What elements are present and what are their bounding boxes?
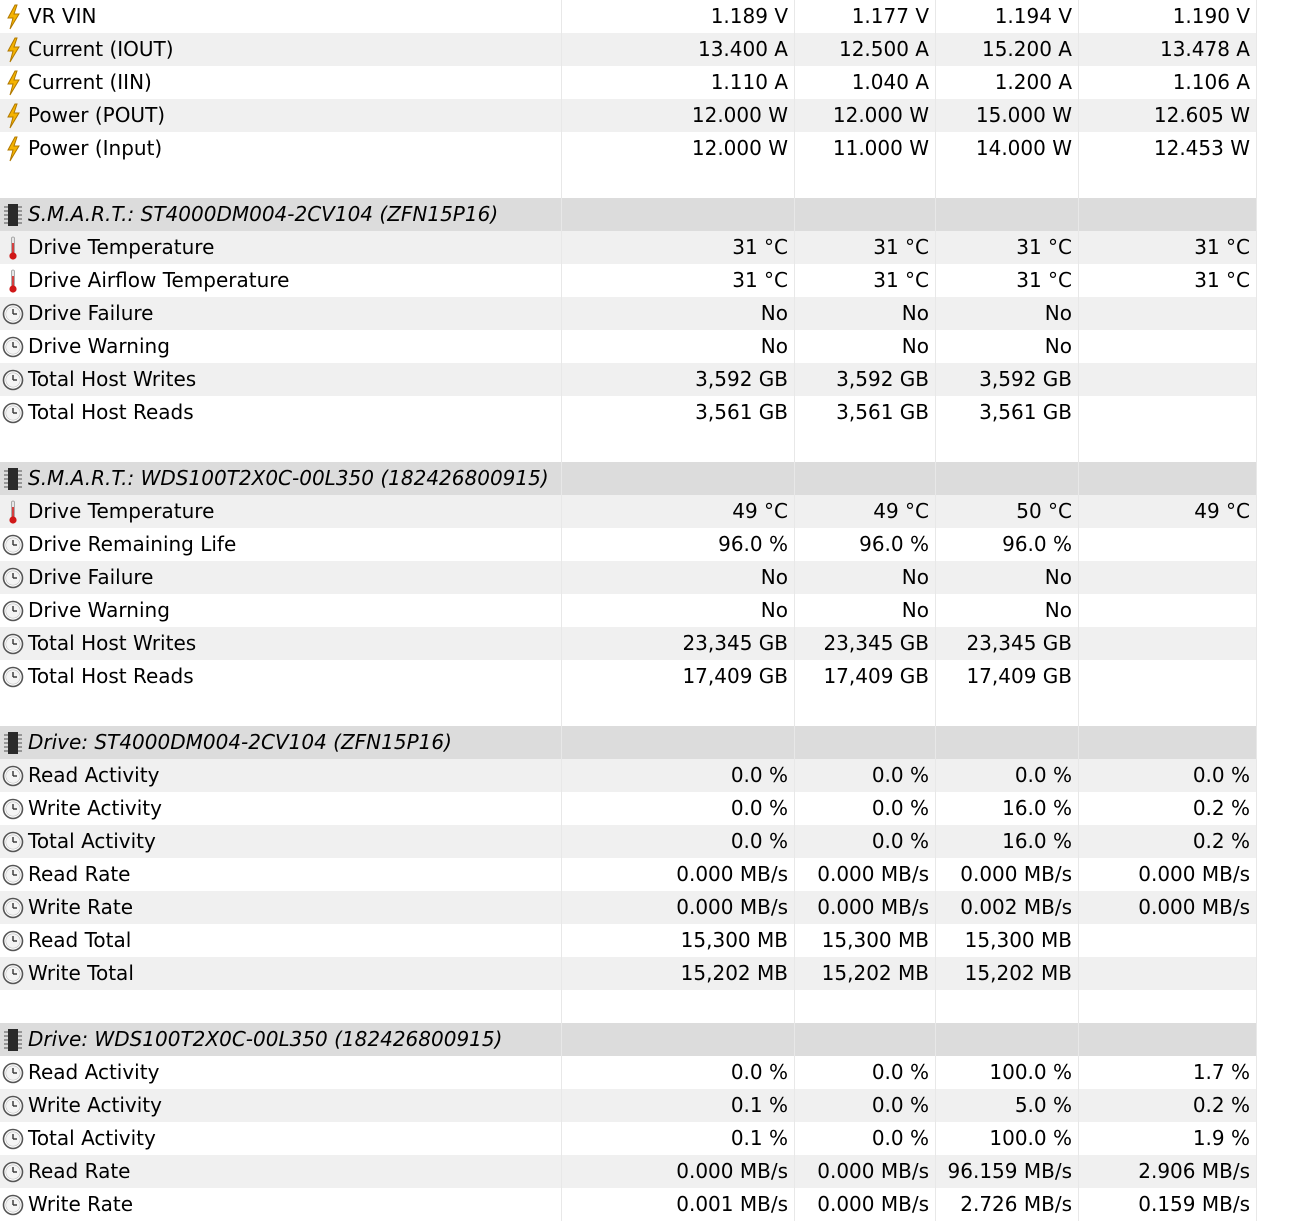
value-cell-2: 96.0 % <box>795 528 936 561</box>
group-header-row[interactable] <box>0 726 1257 759</box>
sensor-label: Power (Input) <box>28 136 163 160</box>
value-cell-4 <box>1079 726 1257 759</box>
value-cell-2: 1.040 A <box>795 66 936 99</box>
value-cell-3 <box>936 462 1079 495</box>
value-cell-4: 49 °C <box>1079 495 1257 528</box>
lightning-icon <box>2 70 24 96</box>
value-cell-2 <box>795 462 936 495</box>
sensor-row[interactable] <box>0 1155 1257 1188</box>
sensor-label: Write Total <box>28 961 134 985</box>
value-cell-2: 0.0 % <box>795 759 936 792</box>
value-cell-1 <box>562 198 795 231</box>
sensor-label: Total Host Writes <box>28 367 197 391</box>
value-cell-3: No <box>936 594 1079 627</box>
sensor-label: Read Total <box>28 928 132 952</box>
clock-icon <box>2 961 24 987</box>
value-cell-3: 31 °C <box>936 231 1079 264</box>
value-cell-1 <box>562 693 795 726</box>
sensor-name-cell <box>0 264 562 297</box>
sensor-label: Drive Warning <box>28 598 170 622</box>
sensor-name-cell <box>0 165 562 198</box>
value-cell-3: 15.200 A <box>936 33 1079 66</box>
sensor-name-cell <box>0 231 562 264</box>
clock-icon <box>2 862 24 888</box>
value-cell-2: 0.000 MB/s <box>795 1155 936 1188</box>
sensor-label: Write Rate <box>28 895 134 919</box>
value-cell-1 <box>562 726 795 759</box>
sensor-name-cell <box>0 924 562 957</box>
sensor-name-cell <box>0 396 562 429</box>
value-cell-3: 0.0 % <box>936 759 1079 792</box>
sensor-row[interactable] <box>0 1089 1257 1122</box>
sensor-label: Write Rate <box>28 1192 134 1216</box>
value-cell-1: 3,592 GB <box>562 363 795 396</box>
value-cell-2: 23,345 GB <box>795 627 936 660</box>
value-cell-4: 1.190 V <box>1079 0 1257 33</box>
clock-icon <box>2 895 24 921</box>
clock-icon <box>2 1192 24 1218</box>
sensor-row[interactable] <box>0 858 1257 891</box>
clock-icon <box>2 1060 24 1086</box>
value-cell-1: 0.1 % <box>562 1089 795 1122</box>
value-cell-4: 0.000 MB/s <box>1079 858 1257 891</box>
value-cell-1: 0.0 % <box>562 759 795 792</box>
sensor-row[interactable] <box>0 792 1257 825</box>
sensor-label: Drive Temperature <box>28 499 215 523</box>
value-cell-2: 12.000 W <box>795 99 936 132</box>
value-cell-1: 15,300 MB <box>562 924 795 957</box>
sensor-name-cell <box>0 693 562 726</box>
sensor-label: Total Host Writes <box>28 631 197 655</box>
sensor-name-cell <box>0 1188 562 1221</box>
clock-icon <box>2 367 24 393</box>
value-cell-3 <box>936 726 1079 759</box>
sensor-name-cell <box>0 957 562 990</box>
sensor-label: Drive Failure <box>28 565 154 589</box>
sensor-row[interactable] <box>0 891 1257 924</box>
sensor-label: VR VIN <box>28 4 97 28</box>
sensor-label: Drive Remaining Life <box>28 532 237 556</box>
value-cell-1 <box>562 1023 795 1056</box>
spacer-row <box>0 165 1257 198</box>
chip-icon <box>2 466 24 492</box>
value-cell-1: 15,202 MB <box>562 957 795 990</box>
value-cell-3: 31 °C <box>936 264 1079 297</box>
value-cell-3: 15.000 W <box>936 99 1079 132</box>
value-cell-1: 0.001 MB/s <box>562 1188 795 1221</box>
sensor-name-cell <box>0 297 562 330</box>
value-cell-1: 0.0 % <box>562 1056 795 1089</box>
value-cell-2: 0.0 % <box>795 1056 936 1089</box>
sensor-row[interactable] <box>0 132 1257 165</box>
value-cell-2: 0.0 % <box>795 825 936 858</box>
value-cell-4: 31 °C <box>1079 264 1257 297</box>
sensor-label: Total Activity <box>28 1126 156 1150</box>
value-cell-4: 12.605 W <box>1079 99 1257 132</box>
value-cell-2 <box>795 693 936 726</box>
thermometer-icon <box>2 268 24 294</box>
sensor-label: Total Host Reads <box>28 400 194 424</box>
sensor-label: Drive Failure <box>28 301 154 325</box>
value-cell-1: 96.0 % <box>562 528 795 561</box>
sensor-name-cell <box>0 561 562 594</box>
group-title: S.M.A.R.T.: WDS100T2X0C-00L350 (182426800915) <box>28 466 549 490</box>
value-cell-2: 15,300 MB <box>795 924 936 957</box>
sensor-label: Write Activity <box>28 1093 162 1117</box>
sensor-name-cell <box>0 990 562 1023</box>
sensor-name-cell <box>0 594 562 627</box>
value-cell-1: 0.0 % <box>562 792 795 825</box>
sensor-name-cell <box>0 1023 562 1056</box>
sensor-name-cell <box>0 660 562 693</box>
value-cell-1: No <box>562 594 795 627</box>
sensor-name-cell <box>0 132 562 165</box>
value-cell-2: 0.000 MB/s <box>795 891 936 924</box>
sensor-label: Read Rate <box>28 1159 131 1183</box>
value-cell-4 <box>1079 165 1257 198</box>
value-cell-2 <box>795 429 936 462</box>
lightning-icon <box>2 103 24 129</box>
sensor-row[interactable] <box>0 825 1257 858</box>
sensor-row[interactable] <box>0 759 1257 792</box>
value-cell-3 <box>936 198 1079 231</box>
sensor-name-cell <box>0 363 562 396</box>
value-cell-3 <box>936 693 1079 726</box>
clock-icon <box>2 598 24 624</box>
clock-icon <box>2 1126 24 1152</box>
chip-icon <box>2 202 24 228</box>
sensor-name-cell <box>0 198 562 231</box>
value-cell-3: 3,592 GB <box>936 363 1079 396</box>
sensor-label: Power (POUT) <box>28 103 166 127</box>
value-cell-4 <box>1079 330 1257 363</box>
value-cell-3: No <box>936 330 1079 363</box>
value-cell-2: 3,561 GB <box>795 396 936 429</box>
sensor-label: Total Host Reads <box>28 664 194 688</box>
sensor-label: Total Activity <box>28 829 156 853</box>
sensor-label: Read Activity <box>28 1060 160 1084</box>
value-cell-4 <box>1079 363 1257 396</box>
value-cell-1: No <box>562 561 795 594</box>
value-cell-2: No <box>795 594 936 627</box>
sensor-row[interactable] <box>0 231 1257 264</box>
value-cell-2 <box>795 1023 936 1056</box>
chip-icon <box>2 730 24 756</box>
clock-icon <box>2 664 24 690</box>
value-cell-4 <box>1079 462 1257 495</box>
sensor-label: Read Rate <box>28 862 131 886</box>
sensor-name-cell <box>0 495 562 528</box>
value-cell-2: 12.500 A <box>795 33 936 66</box>
sensor-row[interactable] <box>0 957 1257 990</box>
sensor-label: Drive Temperature <box>28 235 215 259</box>
value-cell-4: 2.906 MB/s <box>1079 1155 1257 1188</box>
value-cell-3 <box>936 165 1079 198</box>
clock-icon <box>2 763 24 789</box>
sensor-row[interactable] <box>0 528 1257 561</box>
value-cell-4 <box>1079 1023 1257 1056</box>
sensor-row[interactable] <box>0 99 1257 132</box>
value-cell-3: No <box>936 297 1079 330</box>
sensor-name-cell <box>0 33 562 66</box>
sensor-name-cell <box>0 528 562 561</box>
value-cell-3: 0.002 MB/s <box>936 891 1079 924</box>
value-cell-3: 14.000 W <box>936 132 1079 165</box>
value-cell-4 <box>1079 990 1257 1023</box>
value-cell-2: No <box>795 297 936 330</box>
sensor-label: Drive Airflow Temperature <box>28 268 290 292</box>
value-cell-2: 0.000 MB/s <box>795 1188 936 1221</box>
thermometer-icon <box>2 499 24 525</box>
sensor-label: Write Activity <box>28 796 162 820</box>
value-cell-4 <box>1079 924 1257 957</box>
value-cell-4 <box>1079 693 1257 726</box>
value-cell-4 <box>1079 528 1257 561</box>
value-cell-1: 0.000 MB/s <box>562 1155 795 1188</box>
value-cell-4 <box>1079 594 1257 627</box>
sensor-name-cell <box>0 759 562 792</box>
value-cell-4: 31 °C <box>1079 231 1257 264</box>
value-cell-1 <box>562 429 795 462</box>
spacer-row <box>0 693 1257 726</box>
value-cell-3: 100.0 % <box>936 1056 1079 1089</box>
clock-icon <box>2 1159 24 1185</box>
value-cell-3: 23,345 GB <box>936 627 1079 660</box>
sensor-row[interactable] <box>0 561 1257 594</box>
thermometer-icon <box>2 235 24 261</box>
sensor-name-cell <box>0 0 562 33</box>
value-cell-2: 0.0 % <box>795 1122 936 1155</box>
value-cell-1: 49 °C <box>562 495 795 528</box>
value-cell-4 <box>1079 561 1257 594</box>
sensor-label: Drive Warning <box>28 334 170 358</box>
sensor-name-cell <box>0 99 562 132</box>
clock-icon <box>2 829 24 855</box>
value-cell-4: 1.106 A <box>1079 66 1257 99</box>
value-cell-4 <box>1079 396 1257 429</box>
sensor-row[interactable] <box>0 363 1257 396</box>
value-cell-1: No <box>562 297 795 330</box>
value-cell-1: 23,345 GB <box>562 627 795 660</box>
value-cell-2: 0.000 MB/s <box>795 858 936 891</box>
value-cell-3: 50 °C <box>936 495 1079 528</box>
value-cell-2: 11.000 W <box>795 132 936 165</box>
value-cell-3 <box>936 429 1079 462</box>
value-cell-3 <box>936 990 1079 1023</box>
sensor-name-cell <box>0 1155 562 1188</box>
spacer-row <box>0 429 1257 462</box>
value-cell-4: 0.0 % <box>1079 759 1257 792</box>
sensor-name-cell <box>0 825 562 858</box>
sensor-name-cell <box>0 627 562 660</box>
group-title: S.M.A.R.T.: ST4000DM004-2CV104 (ZFN15P16) <box>28 202 499 226</box>
value-cell-1: 12.000 W <box>562 99 795 132</box>
clock-icon <box>2 928 24 954</box>
group-title: Drive: WDS100T2X0C-00L350 (182426800915) <box>28 1027 503 1051</box>
value-cell-3: 15,202 MB <box>936 957 1079 990</box>
value-cell-2: 0.0 % <box>795 1089 936 1122</box>
value-cell-4 <box>1079 297 1257 330</box>
right-margin <box>1257 0 1316 1215</box>
value-cell-4: 13.478 A <box>1079 33 1257 66</box>
sensor-row[interactable] <box>0 0 1257 33</box>
sensor-name-cell <box>0 858 562 891</box>
sensor-label: Read Activity <box>28 763 160 787</box>
value-cell-4: 1.7 % <box>1079 1056 1257 1089</box>
value-cell-3: 3,561 GB <box>936 396 1079 429</box>
lightning-icon <box>2 37 24 63</box>
value-cell-1: 1.189 V <box>562 0 795 33</box>
value-cell-1: 0.000 MB/s <box>562 891 795 924</box>
group-header-row[interactable] <box>0 198 1257 231</box>
value-cell-4: 0.159 MB/s <box>1079 1188 1257 1221</box>
value-cell-1: 12.000 W <box>562 132 795 165</box>
sensor-name-cell <box>0 462 562 495</box>
clock-icon <box>2 334 24 360</box>
value-cell-3: 96.159 MB/s <box>936 1155 1079 1188</box>
value-cell-2 <box>795 165 936 198</box>
sensor-name-cell <box>0 726 562 759</box>
value-cell-2: 0.0 % <box>795 792 936 825</box>
sensor-row[interactable] <box>0 396 1257 429</box>
value-cell-4 <box>1079 660 1257 693</box>
clock-icon <box>2 796 24 822</box>
value-cell-3: 2.726 MB/s <box>936 1188 1079 1221</box>
sensor-row[interactable] <box>0 594 1257 627</box>
value-cell-4: 0.2 % <box>1079 1089 1257 1122</box>
value-cell-3: 17,409 GB <box>936 660 1079 693</box>
sensor-name-cell <box>0 66 562 99</box>
group-header-row[interactable] <box>0 462 1257 495</box>
value-cell-3: 100.0 % <box>936 1122 1079 1155</box>
value-cell-2: 15,202 MB <box>795 957 936 990</box>
value-cell-2: 49 °C <box>795 495 936 528</box>
sensor-row[interactable] <box>0 1056 1257 1089</box>
sensor-row[interactable] <box>0 33 1257 66</box>
value-cell-4: 0.2 % <box>1079 792 1257 825</box>
sensor-label: Current (IIN) <box>28 70 152 94</box>
value-cell-3: 1.194 V <box>936 0 1079 33</box>
value-cell-2: 17,409 GB <box>795 660 936 693</box>
value-cell-1 <box>562 990 795 1023</box>
sensor-row[interactable] <box>0 264 1257 297</box>
value-cell-3: 96.0 % <box>936 528 1079 561</box>
value-cell-4 <box>1079 198 1257 231</box>
value-cell-1 <box>562 165 795 198</box>
sensor-label: Current (IOUT) <box>28 37 174 61</box>
value-cell-2 <box>795 726 936 759</box>
value-cell-3: 16.0 % <box>936 792 1079 825</box>
sensor-row[interactable] <box>0 495 1257 528</box>
clock-icon <box>2 400 24 426</box>
value-cell-4: 12.453 W <box>1079 132 1257 165</box>
value-cell-3: 15,300 MB <box>936 924 1079 957</box>
value-cell-4 <box>1079 957 1257 990</box>
sensor-name-cell <box>0 330 562 363</box>
sensor-row[interactable] <box>0 924 1257 957</box>
sensor-name-cell <box>0 1056 562 1089</box>
sensor-row[interactable] <box>0 1122 1257 1155</box>
value-cell-4 <box>1079 429 1257 462</box>
group-title: Drive: ST4000DM004-2CV104 (ZFN15P16) <box>28 730 452 754</box>
value-cell-4: 0.000 MB/s <box>1079 891 1257 924</box>
lightning-icon <box>2 136 24 162</box>
sensor-name-cell <box>0 891 562 924</box>
sensor-name-cell <box>0 1089 562 1122</box>
sensor-row[interactable] <box>0 660 1257 693</box>
sensor-row[interactable] <box>0 1188 1257 1221</box>
clock-icon <box>2 301 24 327</box>
spacer-row <box>0 990 1257 1023</box>
clock-icon <box>2 565 24 591</box>
chip-icon <box>2 1027 24 1053</box>
value-cell-3: 16.0 % <box>936 825 1079 858</box>
sensor-name-cell <box>0 792 562 825</box>
value-cell-2 <box>795 198 936 231</box>
value-cell-1: 1.110 A <box>562 66 795 99</box>
sensor-row[interactable] <box>0 297 1257 330</box>
value-cell-1: 13.400 A <box>562 33 795 66</box>
value-cell-3: 1.200 A <box>936 66 1079 99</box>
value-cell-1: 0.0 % <box>562 825 795 858</box>
value-cell-1: 0.000 MB/s <box>562 858 795 891</box>
value-cell-4: 1.9 % <box>1079 1122 1257 1155</box>
lightning-icon <box>2 4 24 30</box>
value-cell-3: 0.000 MB/s <box>936 858 1079 891</box>
clock-icon <box>2 1093 24 1119</box>
clock-icon <box>2 532 24 558</box>
value-cell-3: 5.0 % <box>936 1089 1079 1122</box>
sensor-row[interactable] <box>0 330 1257 363</box>
value-cell-2: 1.177 V <box>795 0 936 33</box>
value-cell-3 <box>936 1023 1079 1056</box>
value-cell-2: 3,592 GB <box>795 363 936 396</box>
sensor-name-cell <box>0 1122 562 1155</box>
sensor-row[interactable] <box>0 66 1257 99</box>
clock-icon <box>2 631 24 657</box>
value-cell-1: 31 °C <box>562 264 795 297</box>
value-cell-1: 17,409 GB <box>562 660 795 693</box>
value-cell-2 <box>795 990 936 1023</box>
sensor-row[interactable] <box>0 627 1257 660</box>
value-cell-2: 31 °C <box>795 231 936 264</box>
value-cell-1: 31 °C <box>562 231 795 264</box>
sensor-name-cell <box>0 429 562 462</box>
value-cell-2: No <box>795 561 936 594</box>
value-cell-1 <box>562 462 795 495</box>
value-cell-1: No <box>562 330 795 363</box>
value-cell-2: No <box>795 330 936 363</box>
value-cell-3: No <box>936 561 1079 594</box>
value-cell-1: 0.1 % <box>562 1122 795 1155</box>
value-cell-1: 3,561 GB <box>562 396 795 429</box>
value-cell-2: 31 °C <box>795 264 936 297</box>
group-header-row[interactable] <box>0 1023 1257 1056</box>
value-cell-4 <box>1079 627 1257 660</box>
value-cell-4: 0.2 % <box>1079 825 1257 858</box>
